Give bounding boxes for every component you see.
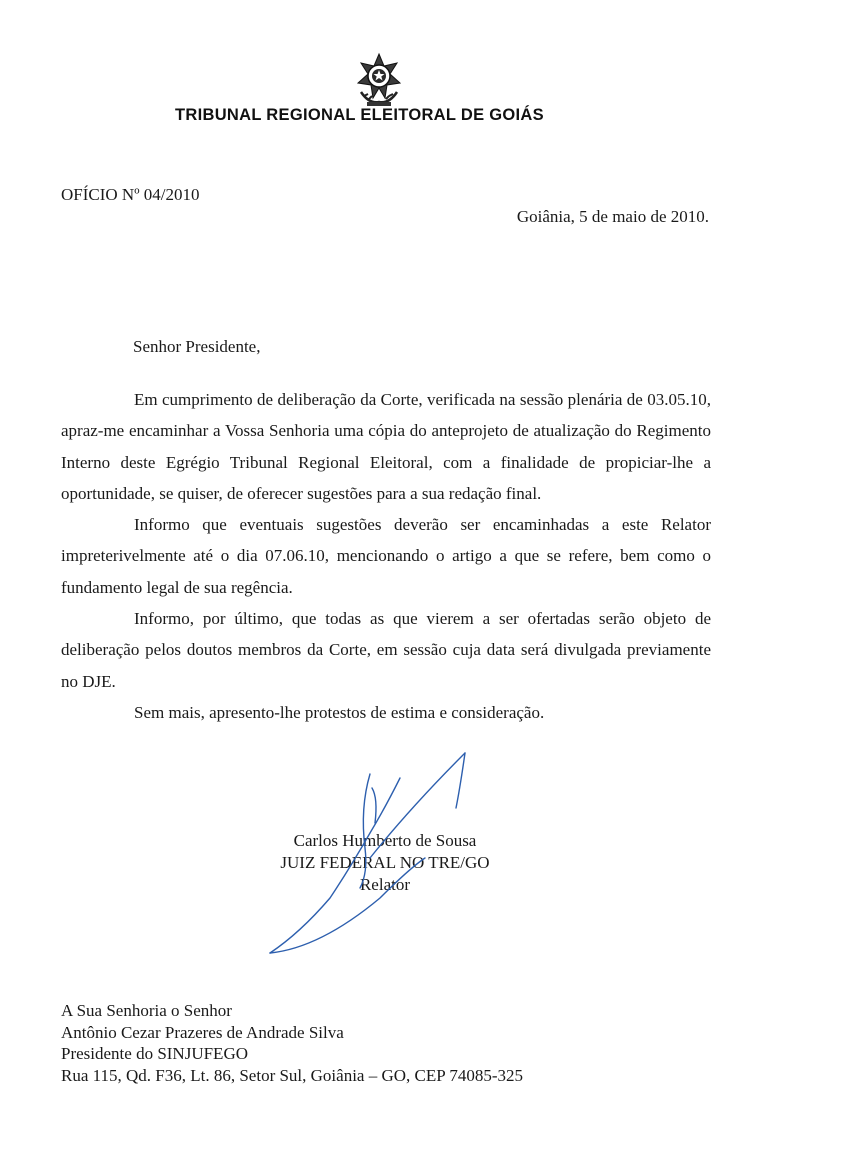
handwritten-signature xyxy=(260,748,480,968)
body-paragraph-4: Sem mais, apresento-lhe protestos de estima e consideração. xyxy=(134,702,545,722)
body-paragraph-1: Em cumprimento de deliberação da Corte, verificada na sessão plenária de 03.05.10, apraz-me encaminhar a Vossa Senhoria uma cópia do anteprojeto de atualização do Regimento Interno deste Egrégio Tribunal Regional Eleitoral, com a finalidade de propiciar-lhe a oportunidade, se quiser, de oferecer sugestões para a sua redação final. xyxy=(61,390,711,503)
letter-reference: OFÍCIO Nº 04/2010 xyxy=(61,185,200,204)
addressee-block xyxy=(61,1000,523,1086)
body-paragraph-3: Informo, por último, que todas as que vierem a ser ofertadas serão objeto de deliberação pelos doutos membros da Corte, em sessão cuja data será divulgada previamente no DJE. xyxy=(61,609,711,691)
body-paragraph-2: Informo que eventuais sugestões deverão ser encaminhadas a este Relator impreterivelmente até o dia 07.06.10, mencionando o artigo a que se refere, bem como o fundamento legal de sua regência. xyxy=(61,515,711,597)
brazil-coat-of-arms-icon xyxy=(355,52,403,108)
addressee-position: Presidente do SINJUFEGO xyxy=(61,1044,248,1064)
addressee-address: Rua 115, Qd. F36, Lt. 86, Setor Sul, Goiânia – GO, CEP 74085-325 xyxy=(61,1065,523,1085)
institution-name: TRIBUNAL REGIONAL ELEITORAL DE GOIÁS xyxy=(175,106,544,124)
letter-date: Goiânia, 5 de maio de 2010. xyxy=(516,207,709,226)
salutation: Senhor Presidente, xyxy=(133,337,261,356)
addressee-salutation: A Sua Senhoria o Senhor xyxy=(61,1001,232,1020)
addressee-name: Antônio Cezar Prazeres de Andrade Silva xyxy=(61,1022,344,1042)
signatory-name: Carlos Humberto de Sousa xyxy=(293,831,477,850)
signatory-role: Relator xyxy=(359,875,411,894)
letter-body xyxy=(61,384,711,728)
signatory-title: JUIZ FEDERAL NO TRE/GO xyxy=(280,853,490,872)
